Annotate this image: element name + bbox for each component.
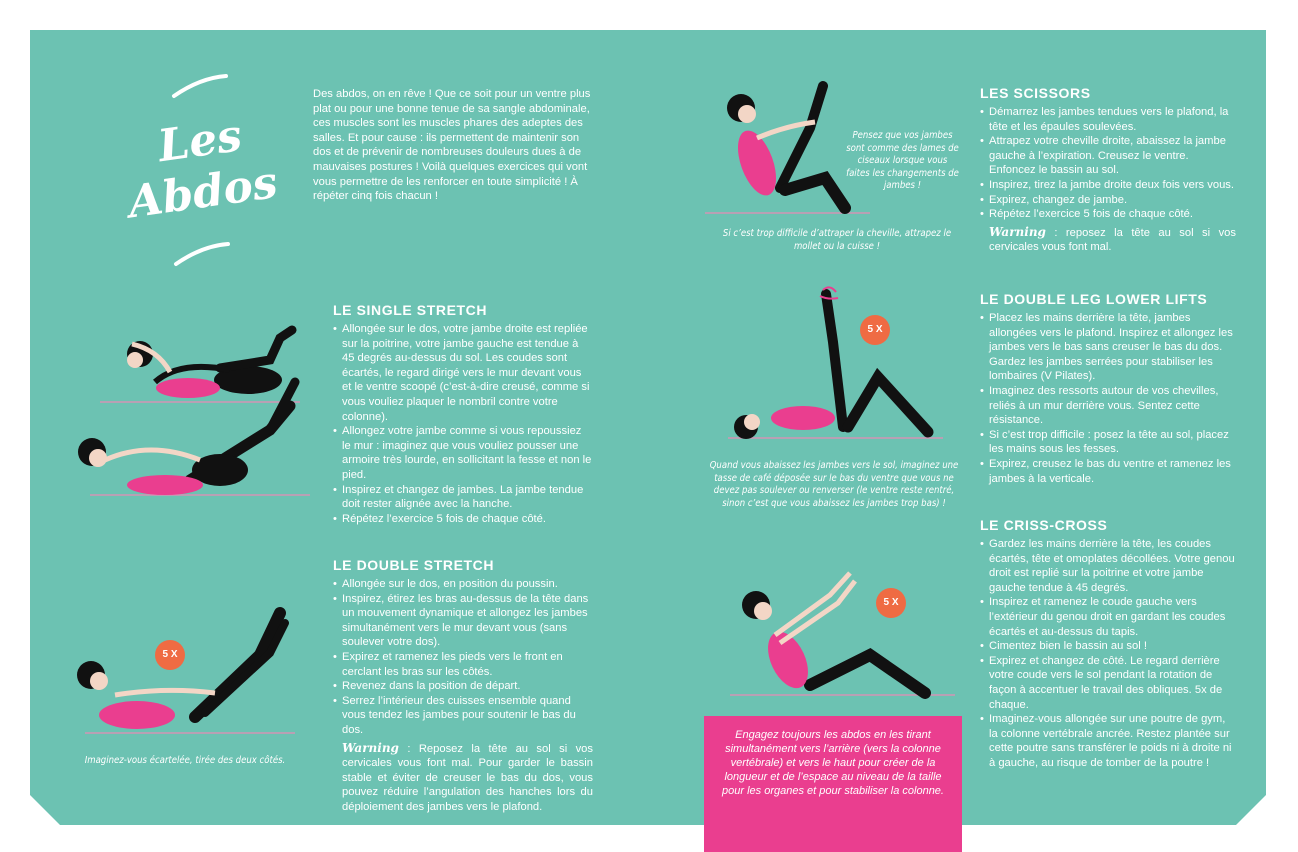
scissors-section	[980, 85, 1236, 255]
lower-lifts-heading: LE DOUBLE LEG LOWER LIFTS	[980, 291, 1208, 307]
single-stretch-heading: LE SINGLE STRETCH	[333, 302, 488, 318]
repeat-badge-mid-top: 5 X	[860, 315, 890, 345]
lower-lifts-illustration	[728, 282, 943, 442]
list-item: • Allongez votre jambe comme si vous repoussiez le mur : imaginez que vous vouliez pousser une armoire très lourde, en sollicitant la fesse et non le pied.	[333, 424, 593, 482]
criss-cross-list	[980, 537, 1236, 771]
list-item: • Répétez l’exercice 5 fois de chaque côté.	[980, 207, 1236, 222]
single-stretch-list	[333, 322, 593, 526]
title-swash-top	[170, 72, 230, 100]
list-item: • Serrez l’intérieur des cuisses ensemble quand vous tendez les jambes pour soutenir le bas du dos.	[333, 694, 593, 738]
list-item: • Répétez l’exercice 5 fois de chaque côté.	[333, 512, 593, 527]
caption-lower-lifts: Quand vous abaissez les jambes vers le sol, imaginez une tasse de café déposée sur le bas du ventre que vous ne devez pas soulever ou renverser (le ventre reste rentré, sinon c’est que vous abaissez les jambes trop bas) !	[709, 460, 959, 509]
single-stretch-section	[333, 302, 593, 526]
scissors-heading: LES SCISSORS	[980, 85, 1091, 101]
tip-text: Engagez toujours les abdos en les tirant simultanément vers l’arrière (vers la colonne vertébrale) et vers le haut pour créer de la longueur et de l’espace au niveau de la taille pour les organes et pour stabiliser la colonne.	[722, 729, 944, 797]
list-item: • Cimentez bien le bassin au sol !	[980, 639, 1236, 654]
repeat-badge-left: 5 X	[155, 640, 185, 670]
list-item: • Gardez les mains derrière la tête, les coudes écartés, tête et omoplates décollées. Votre genou droit est replié sur la poitrine et votre jambe gauche tendue à 45 degrés.	[980, 537, 1236, 595]
list-item: • Allongée sur le dos, votre jambe droite est repliée sur la poitrine, votre jambe gauche est tendue à 45 degrés au-dessus du sol. Les coudes sont écartés, le regard dirigé vers le mur devant vous et le ventre scoopé (c’est-à-dire creusé, comme si vous vouliez plaquer le nombril contre votre colonne).	[333, 322, 593, 424]
caption-scissors-bottom: Si c’est trop difficile d’attraper la cheville, attrapez le mollet ou la cuisse !	[722, 228, 952, 252]
list-item: • Inspirez et ramenez le coude gauche vers l’extérieur du genou droit en gardant les coudes écartés et au-dessus du tapis.	[980, 595, 1236, 639]
page-number-left: 12	[36, 812, 47, 822]
list-item: • Inspirez et changez de jambes. La jambe tendue doit rester alignée avec la hanche.	[333, 483, 593, 512]
list-item: • Inspirez, tirez la jambe droite deux fois vers vous.	[980, 178, 1236, 193]
page-title: Les Abdos	[125, 110, 281, 229]
scissors-warning: Warning : reposez la tête au sol si vos cervicales vous font mal.	[989, 224, 1236, 254]
scissors-list	[980, 105, 1236, 222]
list-item: • Si c’est trop difficile : posez la tête au sol, placez les mains sous les fesses.	[980, 428, 1236, 457]
warning-label: Warning	[342, 740, 399, 755]
list-item: • Expirez, changez de jambe.	[980, 193, 1236, 208]
double-stretch-section	[333, 557, 593, 815]
page-number-right: 13	[1250, 812, 1261, 822]
criss-cross-illustration	[730, 565, 955, 700]
lower-lifts-section	[980, 291, 1236, 486]
double-stretch-heading: LE DOUBLE STRETCH	[333, 557, 495, 573]
lower-lifts-list	[980, 311, 1236, 486]
tip-box	[704, 716, 962, 852]
double-stretch-illustration	[75, 595, 300, 740]
title-swash-bottom	[172, 240, 232, 268]
caption-scissors-right: Pensez que vos jambes sont comme des lames de ciseaux lorsque vous faites les changements de jambes !	[846, 130, 959, 191]
list-item: • Imaginez des ressorts autour de vos chevilles, reliés à un mur derrière vous. Sentez cette résistance.	[980, 384, 1236, 428]
repeat-badge-mid-bottom: 5 X	[876, 588, 906, 618]
double-stretch-warning: Warning : Reposez la tête au sol si vos cervicales vous font mal. Pour garder le bassin stable et éviter de creuser le bas du dos, vous pouvez réduire l’angulation des hanches lors du déploiement des jambes vers le plafond.	[342, 740, 593, 813]
list-item: • Démarrez les jambes tendues vers le plafond, la tête et les épaules soulevées.	[980, 105, 1236, 134]
list-item: • Expirez et changez de côté. Le regard derrière votre coude vers le sol pendant la rotation de façon à accentuer le travail des obliques. 5x de chaque.	[980, 654, 1236, 712]
list-item: • Allongée sur le dos, en position du poussin.	[333, 577, 593, 592]
double-stretch-list	[333, 577, 593, 738]
caption-double-stretch: Imaginez-vous écartelée, tirée des deux côtés.	[84, 755, 286, 766]
single-stretch-illustration	[70, 320, 310, 505]
list-item: • Inspirez, étirez les bras au-dessus de la tête dans un mouvement dynamique et allongez les jambes simultanément vers le mur devant vous (sans soulever votre dos).	[333, 592, 593, 650]
list-item: • Expirez, creusez le bas du ventre et ramenez les jambes à la verticale.	[980, 457, 1236, 486]
list-item: • Imaginez-vous allongée sur une poutre de gym, la colonne vertébrale ancrée. Restez plantée sur cette poutre sans transférer le poids ni à droite ni à gauche, au risque de tomber de la poutre !	[980, 712, 1236, 770]
warning-label: Warning	[989, 224, 1046, 239]
list-item: • Revenez dans la position de départ.	[333, 679, 593, 694]
intro-paragraph: Des abdos, on en rêve ! Que ce soit pour un ventre plus plat ou pour une bonne tenue de sa sangle abdominale, ces muscles sont les muscles phares des adeptes des salles. Et pour cause : ils permettent de maintenir son dos et de prévenir de nombreuses douleurs dues à de mauvaises postures ! Voilà quelques exercices qui vont vous permettre de les renforcer en toute simplicité ! À répéter cinq fois chacun !	[313, 88, 591, 203]
list-item: • Attrapez votre cheville droite, abaissez la jambe gauche à l’expiration. Creusez le ventre. Enfoncez le bassin au sol.	[980, 134, 1236, 178]
list-item: • Placez les mains derrière la tête, jambes allongées vers le plafond. Inspirez et allongez les jambes vers le bas sans creuser le bas du dos. Gardez les jambes serrées pour stabiliser les lombaires (V Pilates).	[980, 311, 1236, 384]
criss-cross-heading: LE CRISS-CROSS	[980, 517, 1108, 533]
criss-cross-section	[980, 517, 1236, 771]
list-item: • Expirez et ramenez les pieds vers le front en cerclant les bras sur les côtés.	[333, 650, 593, 679]
